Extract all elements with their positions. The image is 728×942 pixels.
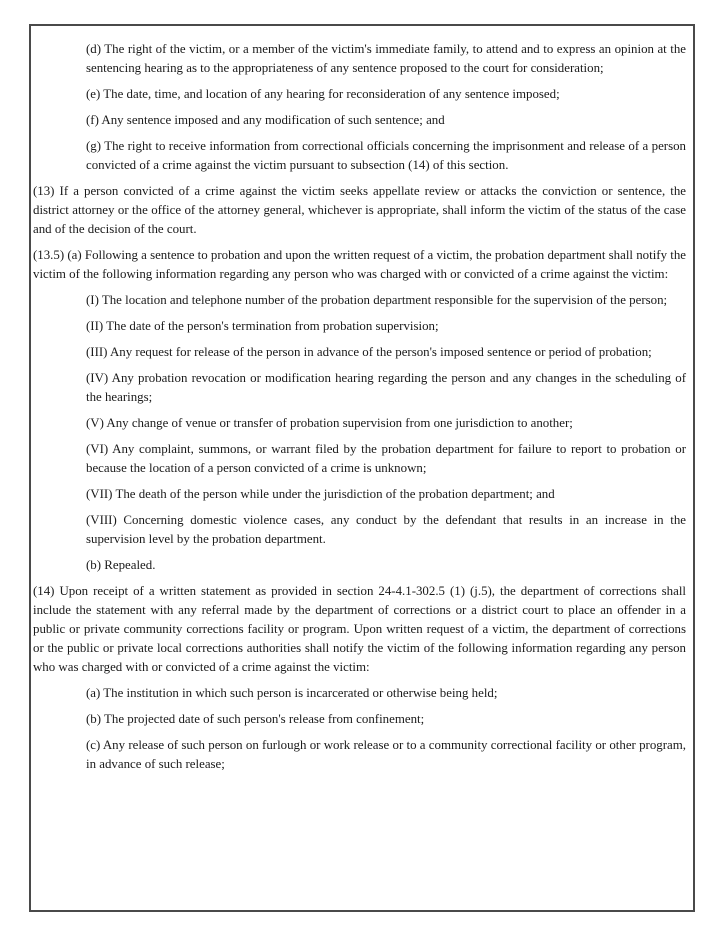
paragraph-13: (13) If a person convicted of a crime against the victim seeks appellate review or attacks the conviction or sentence, the district attorney or the office of the attorney general, whichever is appropriate, shall inform the victim of the status of the case and of the decision of the court.	[33, 184, 686, 236]
paragraph-f: (f) Any sentence imposed and any modification of such sentence; and	[86, 113, 445, 127]
paragraph-13-5-a: (13.5) (a) Following a sentence to probation and upon the written request of a victim, the probation department shall notify the victim of the following information regarding any person who was charged with or convicted of a crime against the victim:	[33, 248, 686, 281]
document-body	[33, 40, 686, 781]
paragraph-d: (d) The right of the victim, or a member of the victim's immediate family, to attend and to express an opinion at the sentencing hearing as to the appropriateness of any sentence proposed to the court for consideration;	[86, 42, 686, 75]
paragraph-13-5-a-VII: (VII) The death of the person while under the jurisdiction of the probation department; and	[86, 487, 555, 501]
paragraph-13-5-b: (b) Repealed.	[86, 558, 156, 572]
paragraph-13-5-a-VI: (VI) Any complaint, summons, or warrant filed by the probation department for failure to report to probation or because the location of a person convicted of a crime is unknown;	[86, 442, 686, 475]
paragraph-13-5-a-VIII: (VIII) Concerning domestic violence cases, any conduct by the defendant that results in an increase in the supervision level by the probation department.	[86, 513, 686, 546]
paragraph-14-b: (b) The projected date of such person's release from confinement;	[86, 712, 425, 726]
paragraph-13-5-a-IV: (IV) Any probation revocation or modification hearing regarding the person and any changes in the scheduling of the hearings;	[86, 371, 686, 404]
paragraph-e: (e) The date, time, and location of any hearing for reconsideration of any sentence imposed;	[86, 87, 560, 101]
paragraph-14-a: (a) The institution in which such person is incarcerated or otherwise being held;	[86, 686, 498, 700]
paragraph-13-5-a-III: (III) Any request for release of the person in advance of the person's imposed sentence or period of probation;	[86, 345, 652, 359]
paragraph-13-5-a-I: (I) The location and telephone number of the probation department responsible for the supervision of the person;	[86, 293, 668, 307]
paragraph-14: (14) Upon receipt of a written statement as provided in section 24-4.1-302.5 (1) (j.5), the department of corrections shall include the statement with any referral made by the department of corrections or a district court to place an offender in a public or private community corrections facility or program. Upon written request of a victim, the department of corrections or the public or private local corrections authorities shall notify the victim of the following information regarding any person who was charged with or convicted of a crime against the victim:	[33, 584, 686, 674]
paragraph-g: (g) The right to receive information from correctional officials concerning the imprisonment and release of a person convicted of a crime against the victim pursuant to subsection (14) of this section.	[86, 139, 686, 172]
paragraph-13-5-a-V: (V) Any change of venue or transfer of probation supervision from one jurisdiction to another;	[86, 416, 573, 430]
paragraph-13-5-a-II: (II) The date of the person's termination from probation supervision;	[86, 319, 439, 333]
paragraph-14-c: (c) Any release of such person on furlough or work release or to a community correctional facility or other program, in advance of such release;	[86, 738, 686, 771]
